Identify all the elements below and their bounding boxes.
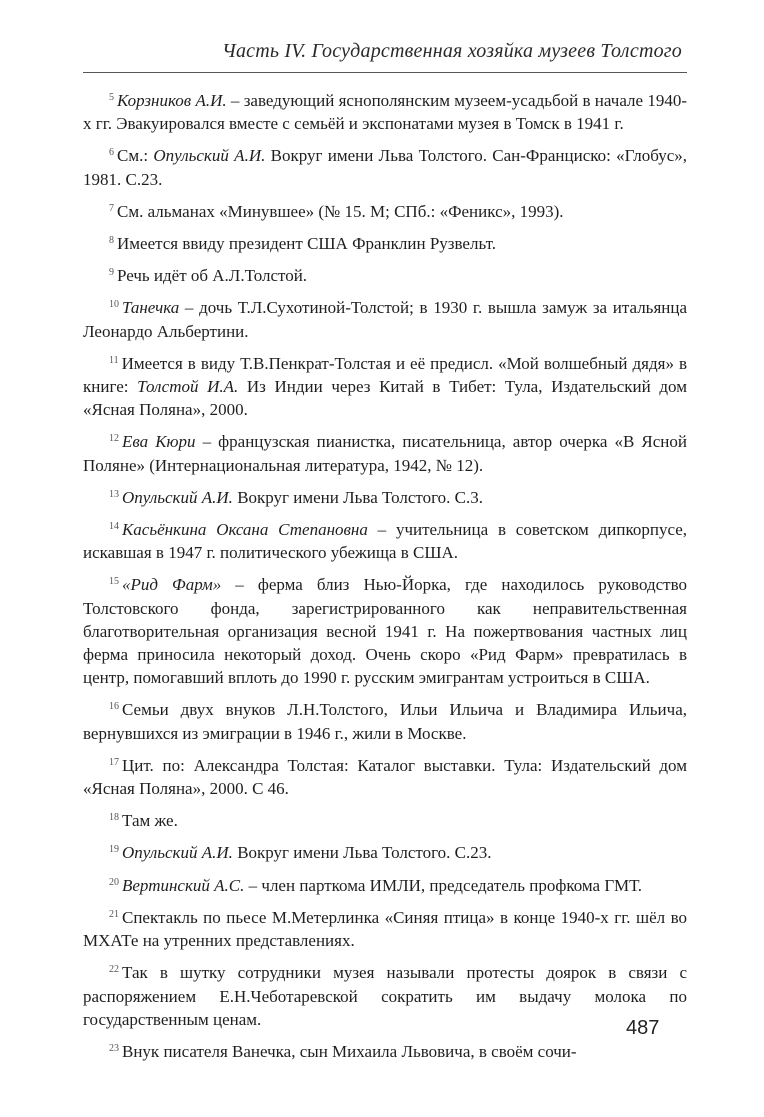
footnote-lead-text: См.: [117,146,154,166]
footnote-lead-text: См. альманах «Минувшее» (№ 15. М; СПб.: «Феникс», 1993). [117,201,564,221]
footnote-9 [83,261,687,287]
footnote-number: 11 [109,354,119,366]
footnote-23 [83,1037,687,1063]
footnote-italic-name: Опульский А.И. [153,146,266,166]
footnote-italic-name: Опульский А.И. [122,487,233,507]
footnote-number: 18 [109,812,119,824]
footnote-italic-name: Корзников А.И. [117,91,227,110]
footnote-number: 22 [109,964,119,976]
footnote-19 [83,838,687,864]
footnote-10 [83,293,687,342]
footnote-7 [83,197,687,223]
footnote-text: – ферма близ Нью-Йорка, где находилось руководство Толстовского фонда, зарегистрированного как неправительственная благотворительная организация весной 1941 г. На пожертвования частных лиц ферма приносила некоторый доход. Очень скоро «Рид Фарм» превратилась в центр, помогавший вплоть до 1990 г. русским эмигрантам устроиться в США. [83,575,687,688]
footnote-number: 23 [109,1042,119,1054]
header-rule [83,72,687,73]
footnote-20 [83,871,687,897]
footnote-number: 8 [109,235,114,247]
footnote-number: 9 [109,267,114,279]
footnote-italic-name: Касьёнкина Оксана Степановна [122,520,368,540]
footnote-lead-text: Имеется в виду Т.В.Пенкрат-Толстая и её предисл. «Мой волшебный дядя» в книге: [83,353,687,397]
footnote-number: 13 [109,488,119,500]
footnote-22 [83,958,687,1031]
footnote-number: 15 [109,576,119,588]
footnote-lead-text: Так в шутку сотрудники музея называли протесты доярок в связи с распоряжением Е.Н.Чеботаревской сократить им выдачу молока по государственным ценам. [83,963,687,1029]
footnote-lead-text: Там же. [122,811,178,831]
footnote-15 [83,570,687,689]
footnote-text: Вокруг имени Льва Толстого. Сан-Франциско: «Глобус», 1981. С.23. [83,146,687,189]
footnote-text: Вокруг имени Льва Толстого. С.3. [232,487,484,507]
footnote-lead-text: Цит. по: Александра Толстая: Каталог выставки. Тула: Издательский дом «Ясная Поляна», 2000. С 46. [83,755,687,799]
footnotes-list [83,86,687,1069]
footnote-text: – французская пианистка, писательница, автор очерка «В Ясной Поляне» (Интернациональная литература, 1942, № 12). [83,432,687,475]
footnote-italic-name: «Рид Фарм» [122,575,222,595]
footnote-lead-text: Семьи двух внуков Л.Н.Толстого, Ильи Ильича и Владимира Ильича, вернувшихся из эмиграции в 1946 г., жили в Москве. [83,700,687,743]
footnote-text: – член парткома ИМЛИ, председатель профкома ГМТ. [244,875,643,895]
footnote-number: 19 [109,844,119,856]
footnote-text: – дочь Т.Л.Сухотиной-Толстой; в 1930 г. вышла замуж за итальянца Леонардо Альбертини. [83,298,687,341]
footnote-16 [83,695,687,744]
footnote-number: 10 [109,299,119,311]
footnote-21 [83,903,687,952]
footnote-italic-name: Вертинский А.С. [122,875,245,895]
page-number: 487 [626,1017,660,1039]
footnote-lead-text: Спектакль по пьесе М.Метерлинка «Синяя птица» в конце 1940-х гг. шёл во МХАТе на утренних представлениях. [83,907,687,951]
footnote-14 [83,515,687,564]
footnote-number: 20 [109,876,119,888]
footnote-8 [83,229,687,255]
footnote-number: 6 [109,147,114,159]
footnote-lead-text: Имеется ввиду президент США Франклин Рузвельт. [117,234,496,254]
footnote-text: – заведующий яснополянским музеем-усадьбой в начале 1940-х гг. Эвакуировался вместе с семьёй и экспонатами музея в Томск в 1941 г. [83,91,687,134]
footnote-number: 12 [109,433,119,445]
footnote-italic-name: Ева Кюри [122,432,196,452]
footnote-number: 14 [109,521,119,533]
footnote-18 [83,806,687,832]
footnote-number: 16 [109,701,119,713]
footnote-5 [83,86,687,135]
footnote-text: – учительница в советском дипкорпусе, искавшая в 1947 г. политического убежища в США. [83,520,687,563]
footnote-italic-name: Опульский А.И. [122,843,233,863]
footnote-13 [83,483,687,509]
footnote-lead-text: Речь идёт об А.Л.Толстой. [117,266,308,286]
footnote-11 [83,349,687,422]
footnote-number: 21 [109,908,119,920]
footnote-lead-text: Внук писателя Ванечка, сын Михаила Львовича, в своём сочи- [122,1041,577,1061]
footnote-number: 5 [109,92,114,103]
footnote-italic-name: Толстой И.А. [137,377,239,397]
footnote-italic-name: Танечка [122,298,180,318]
footnote-number: 7 [109,202,114,214]
footnote-17 [83,751,687,800]
footnote-6 [83,141,687,190]
footnote-text: Из Индии через Китай в Тибет: Тула, Издательский дом «Ясная Поляна», 2000. [83,377,687,420]
running-header: Часть IV. Государственная хозяйка музеев Толстого [221,40,682,62]
footnote-12 [83,427,687,476]
footnote-number: 17 [109,756,119,768]
footnote-text: Вокруг имени Льва Толстого. С.23. [232,843,492,863]
